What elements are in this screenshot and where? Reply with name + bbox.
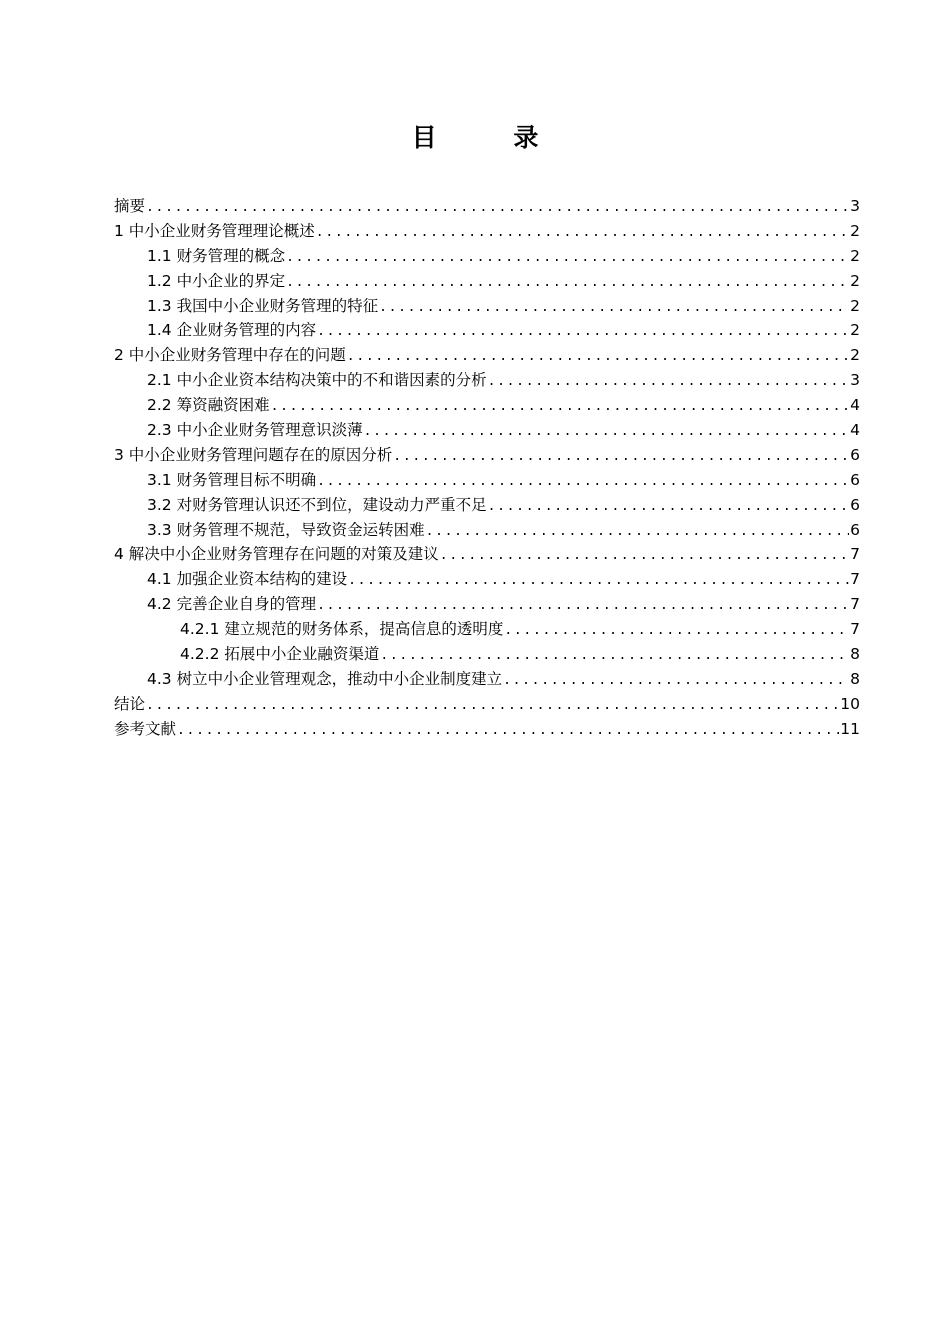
toc-entry-title: 1.3 我国中小企业财务管理的特征 — [147, 296, 379, 315]
toc-entry-title: 1 中小企业财务管理理论概述 — [114, 221, 315, 240]
toc-entry[interactable] — [114, 443, 860, 468]
toc-entry-title: 1.4 企业财务管理的内容 — [147, 321, 317, 340]
toc-entry[interactable] — [114, 667, 860, 692]
toc-entry-title: 结论 — [114, 694, 146, 713]
toc-dot-leader — [379, 296, 849, 321]
toc-entry[interactable] — [114, 592, 860, 617]
toc-page-number: 8 — [850, 669, 860, 688]
toc-entry-title: 4.2.2 拓展中小企业融资渠道 — [180, 645, 380, 664]
toc-page-number: 7 — [850, 620, 860, 639]
toc-entry[interactable] — [114, 318, 860, 343]
toc-entry-title: 2.2 筹资融资困难 — [147, 396, 270, 415]
toc-entry-title: 2 中小企业财务管理中存在的问题 — [114, 346, 346, 365]
toc-entry-title: 4.2.1 建立规范的财务体系，提高信息的透明度 — [180, 620, 504, 639]
toc-page-number: 7 — [850, 545, 860, 564]
toc-page-number: 7 — [850, 595, 860, 614]
toc-entry[interactable] — [114, 493, 860, 518]
toc-page-number: 2 — [850, 296, 860, 315]
toc-page-number: 6 — [850, 445, 860, 464]
toc-dot-leader — [271, 395, 850, 420]
toc-page-number: 4 — [850, 421, 860, 440]
toc-dot-leader — [146, 196, 849, 221]
toc-dot-leader — [348, 569, 849, 594]
toc-dot-leader — [393, 445, 849, 470]
toc-entry[interactable] — [114, 269, 860, 294]
toc-entry[interactable] — [114, 194, 860, 219]
toc-entry-title: 1.2 中小企业的界定 — [147, 271, 286, 290]
toc-entry[interactable] — [114, 219, 860, 244]
toc-dot-leader — [488, 370, 850, 395]
toc-dot-leader — [286, 246, 849, 271]
toc-dot-leader — [317, 320, 849, 345]
toc-entry-title: 2.3 中小企业财务管理意识淡薄 — [147, 421, 363, 440]
toc-entry[interactable] — [114, 717, 860, 742]
toc-entry-title: 2.1 中小企业资本结构决策中的不和谐因素的分析 — [147, 371, 487, 390]
toc-dot-leader — [504, 619, 849, 644]
toc-page-number: 7 — [850, 570, 860, 589]
toc-page-number: 3 — [850, 197, 860, 215]
toc-page-number: 3 — [850, 371, 860, 390]
toc-page-number: 6 — [850, 470, 860, 489]
toc-dot-leader — [177, 719, 839, 744]
toc-entry-title: 3.1 财务管理目标不明确 — [147, 470, 317, 489]
toc-entry[interactable] — [114, 567, 860, 592]
toc-entry-title: 3.2 对财务管理认识还不到位，建设动力严重不足 — [147, 495, 487, 514]
toc-dot-leader — [488, 495, 850, 520]
toc-entry-title: 4.1 加强企业资本结构的建设 — [147, 570, 348, 589]
toc-page-number: 2 — [850, 271, 860, 290]
toc-entry[interactable] — [114, 418, 860, 443]
toc-title: 目 录 — [411, 123, 573, 152]
toc-dot-leader — [146, 694, 839, 719]
toc-dot-leader — [380, 644, 849, 669]
toc-entry-title: 摘要 — [114, 197, 146, 215]
toc-page-number: 11 — [840, 719, 860, 738]
toc-entry[interactable] — [114, 692, 860, 717]
toc-entry-title: 4 解决中小企业财务管理存在问题的对策及建议 — [114, 545, 439, 564]
toc-entry[interactable] — [114, 468, 860, 493]
toc-dot-leader — [286, 271, 849, 296]
toc-entry[interactable] — [114, 642, 860, 667]
toc-dot-leader — [503, 669, 849, 694]
toc-entry[interactable] — [114, 343, 860, 368]
toc-page-number: 2 — [850, 321, 860, 340]
toc-page-number: 8 — [850, 645, 860, 664]
toc-entry-title: 3 中小企业财务管理问题存在的原因分析 — [114, 445, 393, 464]
toc-dot-leader — [347, 345, 849, 370]
toc-list — [114, 194, 860, 742]
toc-entry-title: 3.3 财务管理不规范，导致资金运转困难 — [147, 520, 425, 539]
toc-page-number: 2 — [850, 246, 860, 265]
toc-dot-leader — [426, 520, 850, 545]
toc-page-number: 4 — [850, 396, 860, 415]
toc-page-number: 6 — [850, 520, 860, 539]
toc-entry-title: 4.3 树立中小企业管理观念，推动中小企业制度建立 — [147, 669, 503, 688]
toc-entry-title: 4.2 完善企业自身的管理 — [147, 595, 317, 614]
toc-page-number: 2 — [850, 346, 860, 365]
toc-page-number: 2 — [850, 221, 860, 240]
toc-entry[interactable] — [114, 393, 860, 418]
toc-entry[interactable] — [114, 518, 860, 543]
toc-entry-title: 参考文献 — [114, 719, 177, 738]
toc-entry[interactable] — [114, 368, 860, 393]
toc-dot-leader — [364, 420, 850, 445]
toc-entry-title: 1.1 财务管理的概念 — [147, 246, 286, 265]
toc-page-number: 10 — [840, 694, 860, 713]
toc-dot-leader — [317, 594, 849, 619]
toc-entry[interactable] — [114, 294, 860, 319]
toc-entry[interactable] — [114, 617, 860, 642]
toc-dot-leader — [316, 221, 849, 246]
toc-dot-leader — [317, 470, 849, 495]
toc-entry[interactable] — [114, 244, 860, 269]
toc-page-number: 6 — [850, 495, 860, 514]
toc-entry[interactable] — [114, 542, 860, 567]
toc-dot-leader — [440, 544, 849, 569]
